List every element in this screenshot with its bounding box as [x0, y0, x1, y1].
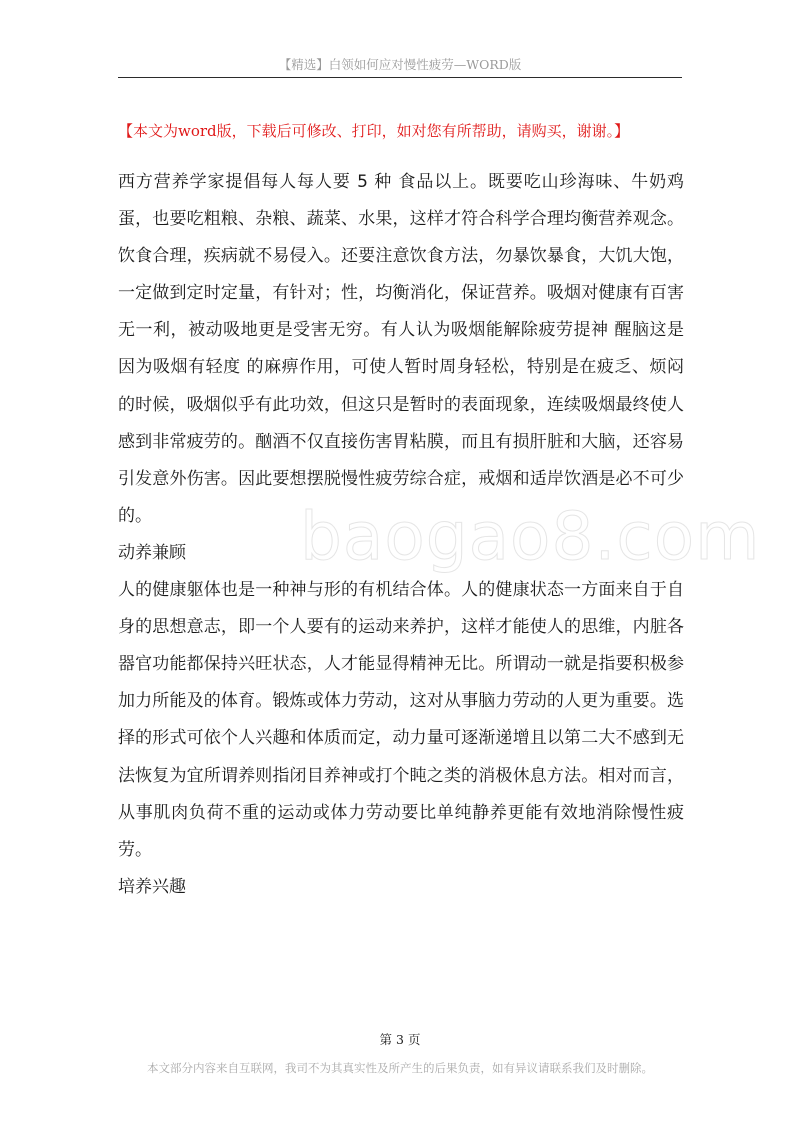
paragraph-exercise: 人的健康躯体也是一种神与形的有机结合体。人的健康状态一方面来自于自身的思想意志，即一个人要有的运动来养护，这样才能使人的思维，内脏各器官功能都保持兴旺状态，人才能显得精神无比。所谓动一就是指要积极参加力所能及的体育。锻炼或体力劳动，这对从事脑力劳动的人更为重要。选择的形式可依个人兴趣和体质而定，动力量可逐渐递增且以第二大不感到无法恢复为宜所谓养则指闭目养神或打个盹之类的消极休息方法。相对而言，从事肌肉负荷不重的运动或体力劳动要比单纯静养更能有效地消除慢性疲劳。	[118, 580, 684, 860]
section-heading-exercise: 动养兼顾	[118, 542, 186, 563]
page-header-title: 【精选】白领如何应对慢性疲劳—WORD版	[278, 57, 522, 72]
purchase-notice: 【本文为word版，下载后可修改、打印，如对您有所帮助，请购买，谢谢。】	[118, 122, 630, 140]
watermark: baogao8.com	[300, 498, 761, 575]
page-number: 第 3 页	[379, 1032, 421, 1047]
footer-disclaimer: 本文部分内容来自互联网，我司不为其真实性及所产生的后果负责，如有异议请联系我们及时删除。	[147, 1061, 653, 1075]
body-text	[118, 164, 684, 906]
header-divider	[118, 77, 682, 78]
paragraph-nutrition: 西方营养学家提倡每人每人要 5 种 食品以上。既要吃山珍海味、牛奶鸡蛋，也要吃粗粮、杂粮、蔬菜、水果，这样才符合科学合理均衡营养观念。饮食合理，疾病就不易侵入。还要注意饮食方法，勿暴饮暴食，大饥大饱，一定做到定时定量，有针对；性，均衡消化，保证营养。吸烟对健康有百害无一利，被动吸地更是受害无穷。有人认为吸烟能解除疲劳提神 醒脑这是因为吸烟有轻度 的麻痹作用，可使人暂时周身轻松，特别是在疲乏、烦闷的时候，吸烟似乎有此功效，但这只是暂时的表面现象，连续吸烟最终使人感到非常疲劳的。酗酒不仅直接伤害胃粘膜，而且有损肝脏和大脑，还容易引发意外伤害。因此要想摆脱慢性疲劳综合症，戒烟和适岸饮酒是必不可少的。	[118, 172, 684, 526]
section-heading-interests: 培养兴趣	[118, 876, 186, 897]
